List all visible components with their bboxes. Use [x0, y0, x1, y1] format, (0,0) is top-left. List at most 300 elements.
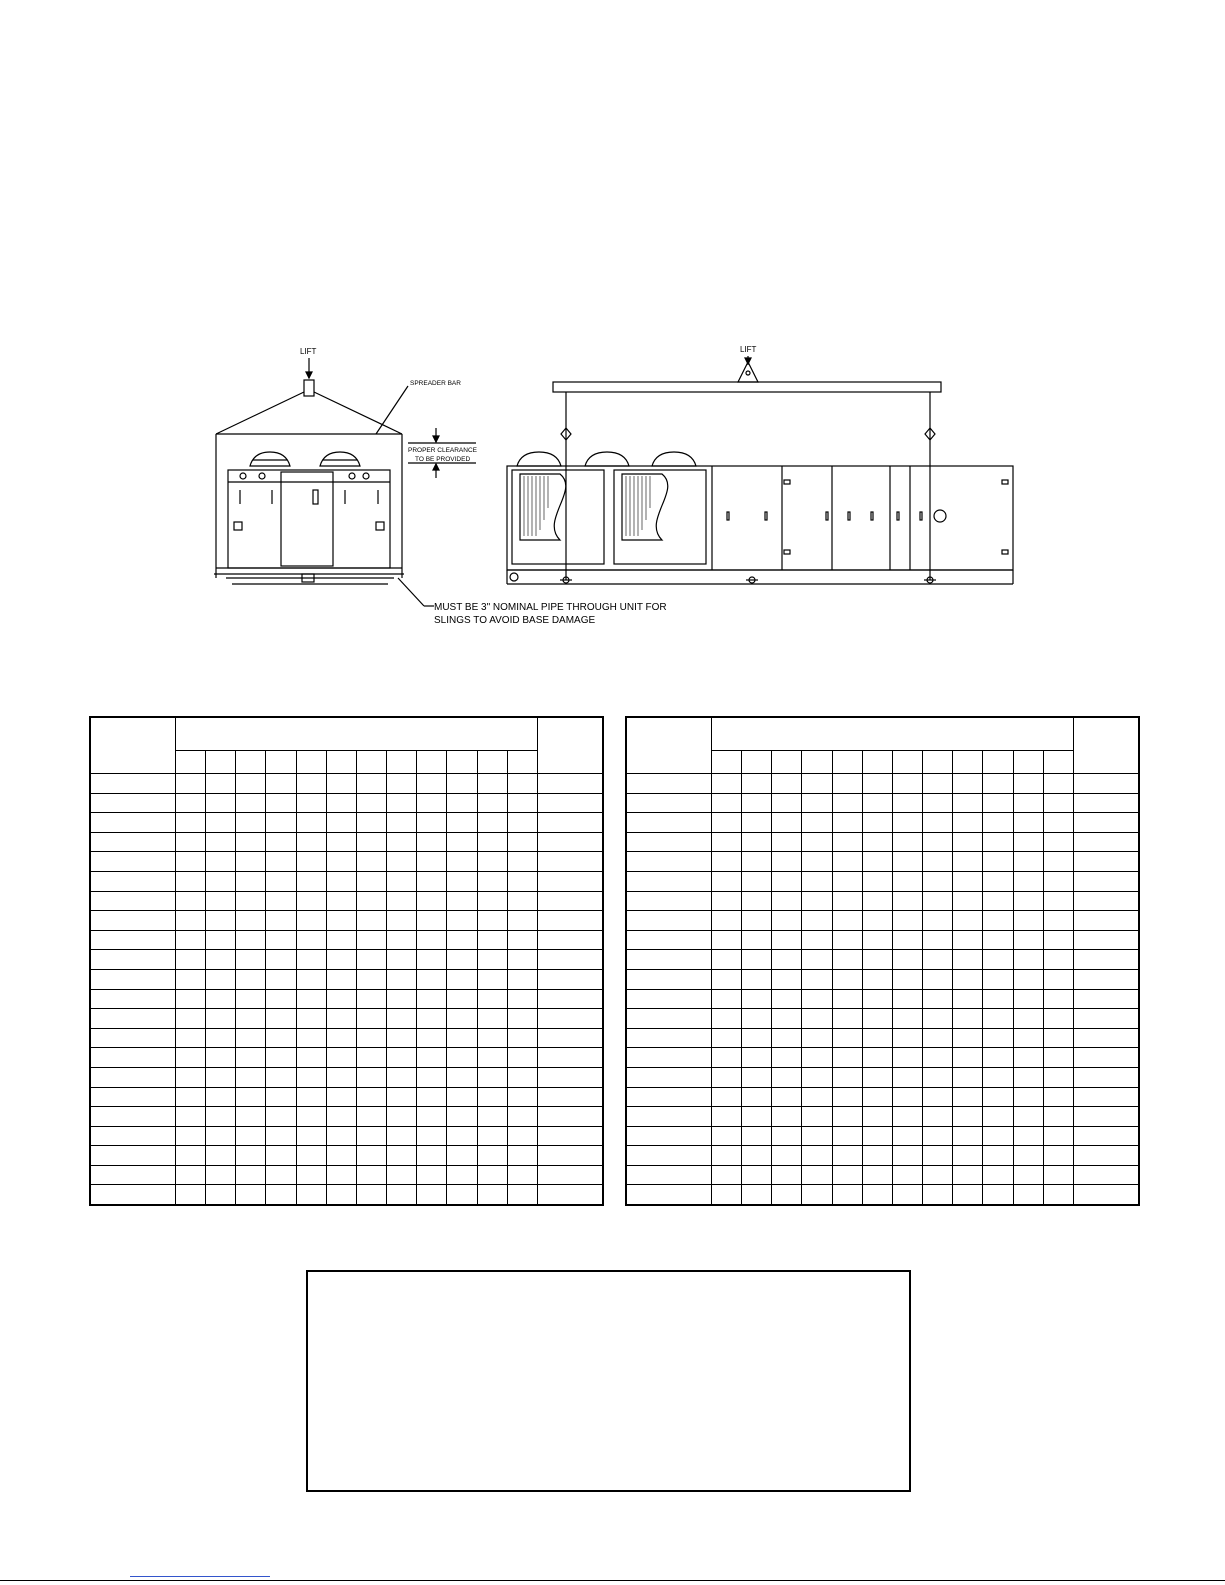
table-cell [387, 1146, 417, 1166]
table-cell [387, 911, 417, 931]
table-cell [356, 774, 386, 794]
table-cell [356, 1146, 386, 1166]
table-cell [892, 950, 922, 970]
table-cell [772, 1067, 802, 1087]
table-cell [477, 969, 507, 989]
table-row [90, 1048, 603, 1068]
table-cell [206, 1028, 236, 1048]
table-cell [1043, 930, 1073, 950]
table-cell [742, 793, 772, 813]
table-cell [953, 813, 983, 833]
table-cell [236, 793, 266, 813]
table-cell [1013, 930, 1043, 950]
table-row [626, 1185, 1139, 1205]
table-cell [772, 1009, 802, 1029]
table-cell [832, 950, 862, 970]
table-cell [923, 891, 953, 911]
table-cell [923, 871, 953, 891]
table-cell [712, 1009, 742, 1029]
table-cell [1013, 1048, 1043, 1068]
table-cell [236, 1107, 266, 1127]
table-cell [742, 1126, 772, 1146]
table-cell [507, 813, 537, 833]
table-cell [266, 911, 296, 931]
table-cell [626, 774, 712, 794]
table-cell [507, 1067, 537, 1087]
table-cell [356, 832, 386, 852]
table-cell [953, 1185, 983, 1205]
table-cell [387, 1067, 417, 1087]
table-row [626, 1165, 1139, 1185]
table-cell [326, 1185, 356, 1205]
table-cell [387, 950, 417, 970]
table-cell [742, 930, 772, 950]
table-cell [1043, 1146, 1073, 1166]
table-cell [626, 1087, 712, 1107]
header-subcell [772, 751, 802, 774]
table-cell [206, 950, 236, 970]
table-row [90, 774, 603, 794]
table-cell [742, 1009, 772, 1029]
table-row [90, 1126, 603, 1146]
table-cell [953, 793, 983, 813]
table-cell [356, 989, 386, 1009]
table-row [90, 950, 603, 970]
table-cell [1013, 1067, 1043, 1087]
table-cell [832, 793, 862, 813]
table-cell [772, 832, 802, 852]
table-cell [90, 1126, 176, 1146]
table-cell [507, 1107, 537, 1127]
table-cell [802, 950, 832, 970]
table-cell [477, 950, 507, 970]
table-cell [626, 1165, 712, 1185]
table-cell [266, 1126, 296, 1146]
table-cell [832, 891, 862, 911]
table-cell [236, 930, 266, 950]
table-cell [953, 852, 983, 872]
table-cell [953, 1087, 983, 1107]
table-cell [802, 930, 832, 950]
header-subcell [892, 751, 922, 774]
table-cell [1013, 1009, 1043, 1029]
table-cell [176, 911, 206, 931]
table-row [90, 891, 603, 911]
table-cell [923, 930, 953, 950]
table-row [626, 793, 1139, 813]
table-cell [862, 1126, 892, 1146]
header-subcell [236, 751, 266, 774]
table-cell [772, 1146, 802, 1166]
table-cell [236, 1165, 266, 1185]
table-cell [206, 989, 236, 1009]
table-cell [417, 1028, 447, 1048]
table-cell [206, 1067, 236, 1087]
table-cell [742, 891, 772, 911]
table-cell [862, 989, 892, 1009]
table-cell [983, 1126, 1013, 1146]
table-cell [477, 1107, 507, 1127]
table-row [626, 1146, 1139, 1166]
table-cell [772, 1087, 802, 1107]
table-cell [236, 1087, 266, 1107]
table-cell [176, 950, 206, 970]
table-cell [538, 871, 604, 891]
table-cell [477, 1165, 507, 1185]
blank-table-left [89, 716, 604, 1206]
table-cell [1074, 793, 1140, 813]
table-cell [742, 871, 772, 891]
table-cell [477, 871, 507, 891]
table-cell [923, 813, 953, 833]
table-cell [802, 1107, 832, 1127]
table-cell [802, 871, 832, 891]
table-cell [983, 774, 1013, 794]
table-cell [953, 832, 983, 852]
table-cell [447, 1067, 477, 1087]
table-cell [296, 1009, 326, 1029]
header-subcell [742, 751, 772, 774]
rigging-diagram [0, 330, 1225, 640]
table-cell [983, 930, 1013, 950]
table-cell [1074, 969, 1140, 989]
table-cell [626, 1028, 712, 1048]
table-cell [326, 1087, 356, 1107]
table-cell [538, 1087, 604, 1107]
table-cell [266, 832, 296, 852]
table-cell [892, 1009, 922, 1029]
blank-note-box [306, 1270, 911, 1492]
table-cell [326, 891, 356, 911]
table-cell [923, 950, 953, 970]
table-cell [862, 1107, 892, 1127]
table-cell [802, 1009, 832, 1029]
table-cell [712, 852, 742, 872]
table-cell [356, 1028, 386, 1048]
table-cell [507, 1185, 537, 1205]
table-cell [507, 871, 537, 891]
table-cell [326, 1126, 356, 1146]
table-cell [712, 930, 742, 950]
table-cell [90, 1107, 176, 1127]
table-cell [477, 1048, 507, 1068]
table-cell [296, 911, 326, 931]
table-cell [1043, 911, 1073, 931]
table-cell [447, 1009, 477, 1029]
table-cell [862, 1185, 892, 1205]
table-cell [892, 1028, 922, 1048]
table-cell [387, 891, 417, 911]
table-cell [206, 1048, 236, 1068]
table-cell [1074, 1087, 1140, 1107]
header-subcell [712, 751, 742, 774]
table-cell [802, 1185, 832, 1205]
table-cell [296, 930, 326, 950]
table-cell [387, 1107, 417, 1127]
clearance-label-line2: TO BE PROVIDED [415, 456, 471, 463]
table-cell [266, 793, 296, 813]
table-cell [447, 930, 477, 950]
table-cell [892, 989, 922, 1009]
table-cell [417, 832, 447, 852]
table-cell [417, 989, 447, 1009]
footer-rule [0, 1580, 1225, 1581]
table-cell [417, 871, 447, 891]
table-cell [1013, 1185, 1043, 1205]
side-view-unit [507, 356, 1013, 584]
table-cell [176, 1028, 206, 1048]
table-cell [892, 1067, 922, 1087]
table-cell [326, 1067, 356, 1087]
table-cell [832, 1028, 862, 1048]
table-cell [1074, 871, 1140, 891]
table-cell [712, 1107, 742, 1127]
table-cell [90, 969, 176, 989]
table-cell [626, 1009, 712, 1029]
table-cell [356, 1067, 386, 1087]
table-cell [296, 1146, 326, 1166]
table-cell [387, 793, 417, 813]
table-cell [206, 813, 236, 833]
table-cell [417, 1009, 447, 1029]
table-cell [326, 871, 356, 891]
table-cell [772, 852, 802, 872]
table-cell [772, 793, 802, 813]
table-cell [1043, 989, 1073, 1009]
table-row [90, 1185, 603, 1205]
table-cell [90, 813, 176, 833]
table-cell [953, 930, 983, 950]
table-cell [90, 891, 176, 911]
table-cell [538, 1165, 604, 1185]
header-subcell [447, 751, 477, 774]
table-cell [832, 1087, 862, 1107]
table-cell [1013, 793, 1043, 813]
header-subcell [326, 751, 356, 774]
table-cell [296, 1067, 326, 1087]
table-cell [626, 969, 712, 989]
table-cell [983, 1107, 1013, 1127]
table-cell [923, 852, 953, 872]
table-cell [507, 1126, 537, 1146]
table-cell [626, 813, 712, 833]
table-cell [236, 852, 266, 872]
table-row [626, 1067, 1139, 1087]
table-cell [1043, 813, 1073, 833]
table-cell [387, 989, 417, 1009]
table-row [626, 1107, 1139, 1127]
table-cell [417, 891, 447, 911]
table-cell [387, 832, 417, 852]
table-cell [1074, 813, 1140, 833]
table-cell [1013, 1087, 1043, 1107]
table-cell [387, 1009, 417, 1029]
table-cell [417, 1087, 447, 1107]
table-cell [507, 774, 537, 794]
table-cell [266, 969, 296, 989]
table-cell [206, 969, 236, 989]
table-cell [326, 1146, 356, 1166]
table-cell [417, 911, 447, 931]
table-cell [176, 1009, 206, 1029]
table-cell [1043, 1028, 1073, 1048]
header-subcell [1013, 751, 1043, 774]
table-cell [90, 774, 176, 794]
table-cell [538, 950, 604, 970]
table-cell [296, 852, 326, 872]
table-cell [802, 989, 832, 1009]
table-cell [326, 1009, 356, 1029]
table-cell [266, 891, 296, 911]
table-cell [983, 1009, 1013, 1029]
table-cell [626, 1185, 712, 1205]
table-cell [296, 1185, 326, 1205]
table-cell [266, 1028, 296, 1048]
table-cell [387, 1087, 417, 1107]
table-cell [326, 1028, 356, 1048]
table-cell [176, 989, 206, 1009]
table-cell [862, 1028, 892, 1048]
table-cell [477, 832, 507, 852]
table-cell [206, 1009, 236, 1029]
table-cell [626, 989, 712, 1009]
table-cell [712, 1087, 742, 1107]
table-cell [1013, 891, 1043, 911]
table-cell [626, 1126, 712, 1146]
table-cell [712, 774, 742, 794]
header-subcell [802, 751, 832, 774]
header-subcell [983, 751, 1013, 774]
table-cell [923, 1146, 953, 1166]
footer-link-underline[interactable] [130, 1576, 270, 1577]
table-cell [1043, 793, 1073, 813]
table-cell [983, 989, 1013, 1009]
table-row [90, 871, 603, 891]
table-cell [326, 950, 356, 970]
table-cell [953, 774, 983, 794]
table-cell [417, 774, 447, 794]
table-cell [712, 1048, 742, 1068]
table-cell [387, 813, 417, 833]
table-cell [923, 911, 953, 931]
header-subcell [356, 751, 386, 774]
table-cell [507, 1087, 537, 1107]
table-cell [387, 1028, 417, 1048]
table-cell [447, 950, 477, 970]
table-cell [892, 1126, 922, 1146]
table-cell [176, 1146, 206, 1166]
table-cell [742, 1048, 772, 1068]
table-cell [712, 1165, 742, 1185]
table-cell [892, 1165, 922, 1185]
table-cell [538, 1185, 604, 1205]
table-cell [206, 793, 236, 813]
table-cell [923, 1107, 953, 1127]
table-cell [236, 1185, 266, 1205]
table-cell [953, 1048, 983, 1068]
table-cell [296, 832, 326, 852]
table-cell [538, 832, 604, 852]
table-cell [1074, 1107, 1140, 1127]
table-cell [983, 852, 1013, 872]
table-cell [206, 1107, 236, 1127]
spreader-bar-label: SPREADER BAR [410, 380, 461, 387]
table-cell [862, 1146, 892, 1166]
table-cell [862, 852, 892, 872]
table-cell [1043, 774, 1073, 794]
table-cell [447, 969, 477, 989]
table-cell [862, 911, 892, 931]
table-cell [626, 871, 712, 891]
table-row [626, 1009, 1139, 1029]
table-cell [90, 1028, 176, 1048]
header-subcell [923, 751, 953, 774]
table-cell [953, 1009, 983, 1029]
table-cell [176, 813, 206, 833]
table-cell [176, 852, 206, 872]
table-cell [802, 1087, 832, 1107]
table-cell [832, 1146, 862, 1166]
table-cell [712, 832, 742, 852]
table-row [90, 1028, 603, 1048]
table-cell [176, 930, 206, 950]
table-row [90, 1107, 603, 1127]
table-cell [387, 969, 417, 989]
table-cell [356, 1107, 386, 1127]
table-cell [1074, 1126, 1140, 1146]
table-cell [772, 813, 802, 833]
table-cell [626, 911, 712, 931]
table-cell [507, 930, 537, 950]
table-cell [417, 813, 447, 833]
table-cell [1043, 950, 1073, 970]
table-cell [862, 1165, 892, 1185]
table-cell [387, 1048, 417, 1068]
table-cell [356, 1185, 386, 1205]
table-cell [326, 832, 356, 852]
pipe-note-line2: SLINGS TO AVOID BASE DAMAGE [434, 615, 596, 626]
table-cell [447, 1165, 477, 1185]
table-cell [983, 1087, 1013, 1107]
table-cell [626, 793, 712, 813]
table-cell [1013, 871, 1043, 891]
table-cell [296, 891, 326, 911]
table-cell [477, 793, 507, 813]
table-cell [417, 1185, 447, 1205]
table-cell [802, 774, 832, 794]
table-cell [892, 1048, 922, 1068]
table-cell [1074, 1028, 1140, 1048]
table-cell [236, 989, 266, 1009]
table-cell [90, 793, 176, 813]
table-cell [447, 989, 477, 1009]
table-cell [892, 852, 922, 872]
table-cell [923, 774, 953, 794]
table-cell [356, 1126, 386, 1146]
table-cell [772, 1185, 802, 1205]
table-row [626, 1126, 1139, 1146]
table-cell [892, 774, 922, 794]
table-cell [538, 911, 604, 931]
table-cell [953, 1146, 983, 1166]
table-cell [742, 1146, 772, 1166]
table-cell [923, 1028, 953, 1048]
table-cell [1013, 1146, 1043, 1166]
table-cell [712, 871, 742, 891]
table-cell [176, 1185, 206, 1205]
table-cell [862, 930, 892, 950]
table-cell [923, 1067, 953, 1087]
